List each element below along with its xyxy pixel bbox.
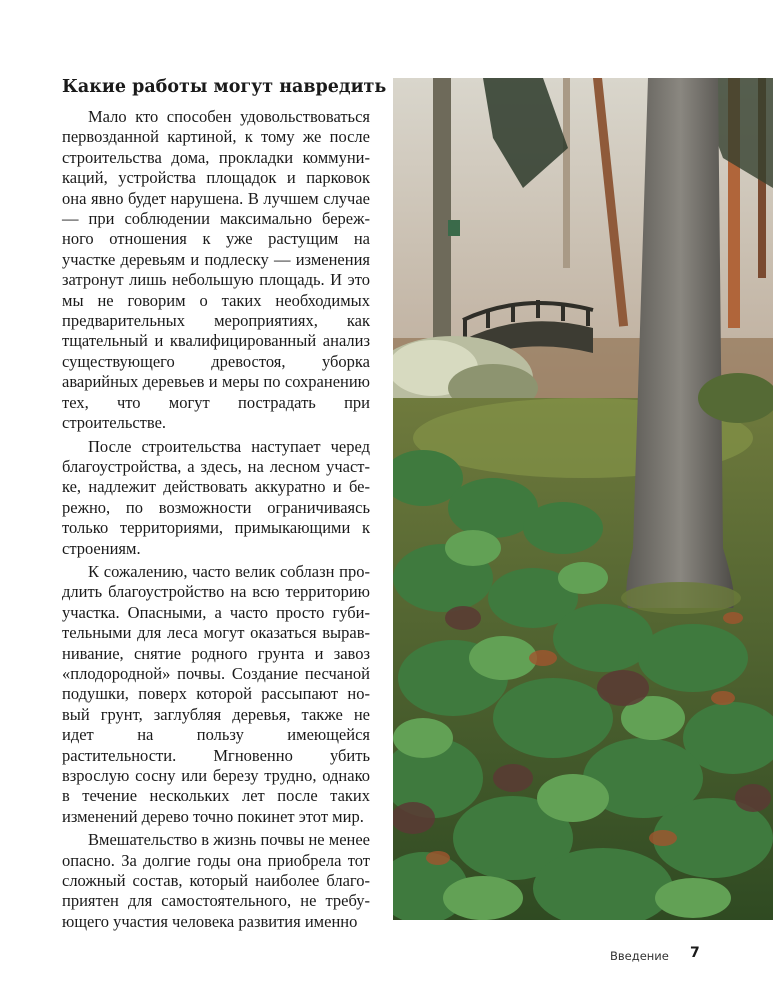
footer-section-label: Введение (610, 949, 669, 963)
paragraph: Мало кто способен удовольствоваться первозданной картиной, к тому же после строительства дома, прокладки коммуникаций, устройства площадок и парковок она явно будет нарушена. В лучшем случае — при соблюдении максимально бережного отношения к уже растущим на участке деревьям и подлеску — изменения затронут лишь небольшую площадь. И это мы не говорим о таких необходимых предварительных мероприятиях, как тщательный и квалифицированный анализ существующего древостоя, уборка аварийных деревьев и меры по сохранению тех, что могут пострадать при строительстве. (62, 107, 370, 433)
paragraph: К сожалению, часто велик соблазн продлить благоустройство на всю территорию участка. Опасными, а часто просто губительными для леса могут оказаться выравнивание, снятие родного грунта и завоз «плодородной» почвы. Создание песчаной подушки, поверх которой рассыпают новый грунт, заглубляя деревья, также не идет на пользу имеющейся растительности. Мгновенно убить взрослую сосну или березу трудно, однако в течение нескольких лет после таких изменений дерево точно покинет этот мир. (62, 561, 370, 826)
paragraph: После строительства наступает черед благоустройства, а здесь, на лесном участке, надлежит действовать аккуратно и бережно, по возможности ограничиваясь только территориями, примыкающими к строениям. (62, 436, 370, 558)
paragraph: Вмешательство в жизнь почвы не менее опасно. За долгие годы она приобрела тот сложный состав, который наиболее благоприятен для самостоятельного, не требующего участия человека развития именно (62, 830, 370, 931)
forest-garden-photo (393, 78, 773, 920)
page-number: 7 (690, 945, 700, 961)
section-heading: Какие работы могут навредить (62, 77, 387, 97)
text-column (62, 74, 387, 935)
